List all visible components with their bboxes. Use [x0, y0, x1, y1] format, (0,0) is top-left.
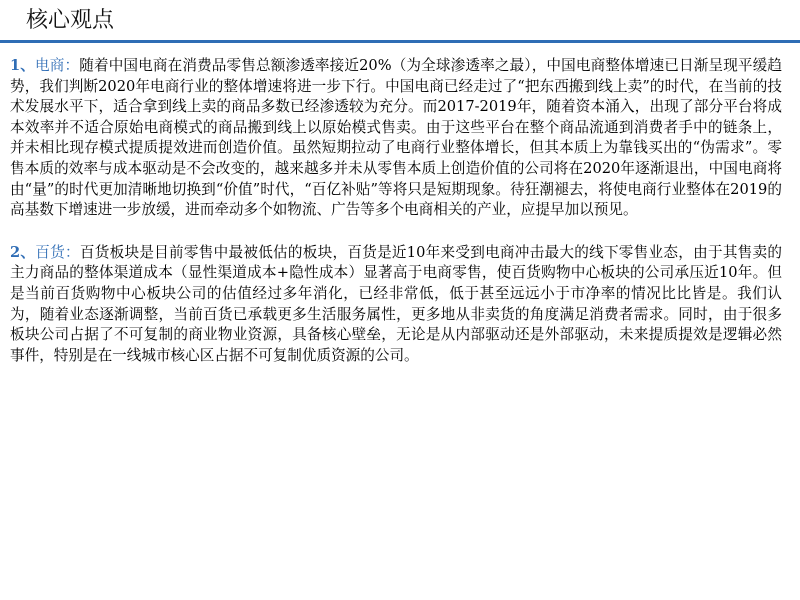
section-label: 百货： — [35, 243, 80, 261]
title-divider — [0, 40, 800, 43]
section-number: 2、 — [10, 243, 36, 261]
section-label: 电商： — [35, 57, 80, 74]
section-heading — [10, 57, 79, 74]
page-title: 核心观点 — [26, 8, 115, 33]
section-ecommerce — [10, 56, 782, 221]
section-text: 百货板块是目前零售中最被低估的板块，百货是近10年来受到电商冲击最大的线下零售业态，由于其售卖的主力商品的整体渠道成本（显性渠道成本+隐性成本）显著高于电商零售，使百货购物中心板块的公司承压近10年。但是当前百货购物中心板块公司的估值经过多年消化，已经非常低，低于甚至远远小于市净率的情况比比皆是。我们认为，随着业态逐渐调整，当前百货已承载更多生活服务属性，更多地从非卖货的角度满足消费者需求。同时，由于很多板块公司占据了不可复制的商业物业资源，具备核心壁垒，无论是从内部驱动还是外部驱动，未来提质提效是逻辑必然事件，特别是在一线城市核心区占据不可复制优质资源的公司。 — [10, 243, 782, 364]
section-number: 1、 — [10, 57, 36, 74]
section-text: 随着中国电商在消费品零售总额渗透率接近20%（为全球渗透率之最），中国电商整体增速已日渐呈现平缓趋势，我们判断2020年电商行业的整体增速将进一步下行。中国电商已经走过了“把东西搬到线上卖”的时代，在当前的技术发展水平下，适合拿到线上卖的商品多数已经渗透较为充分。而2017-2019年，随着资本涌入，出现了部分平台将成本效率并不适合原始电商模式的商品搬到线上以原始模式售卖。由于这些平台在整个商品流通到消费者手中的链条上，并未相比现存模式提质提效进而创造价值。虽然短期拉动了电商行业整体增长，但其本质上为靠钱买出的“伪需求”。零售本质的效率与成本驱动是不会改变的，越来越多并未从零售本质上创造价值的公司将在2020年逐渐退出，中国电商将由“量”的时代更加清晰地切换到“价值”时代，“百亿补贴”等将只是短期现象。待狂潮褪去，将使电商行业整体在2019的高基数下增速进一步放缓，进而牵动多个如物流、广告等多个电商相关的产业，应提早加以预见。 — [10, 57, 782, 219]
section-heading — [10, 244, 80, 261]
content-body — [10, 56, 782, 388]
section-department-store — [10, 243, 782, 367]
